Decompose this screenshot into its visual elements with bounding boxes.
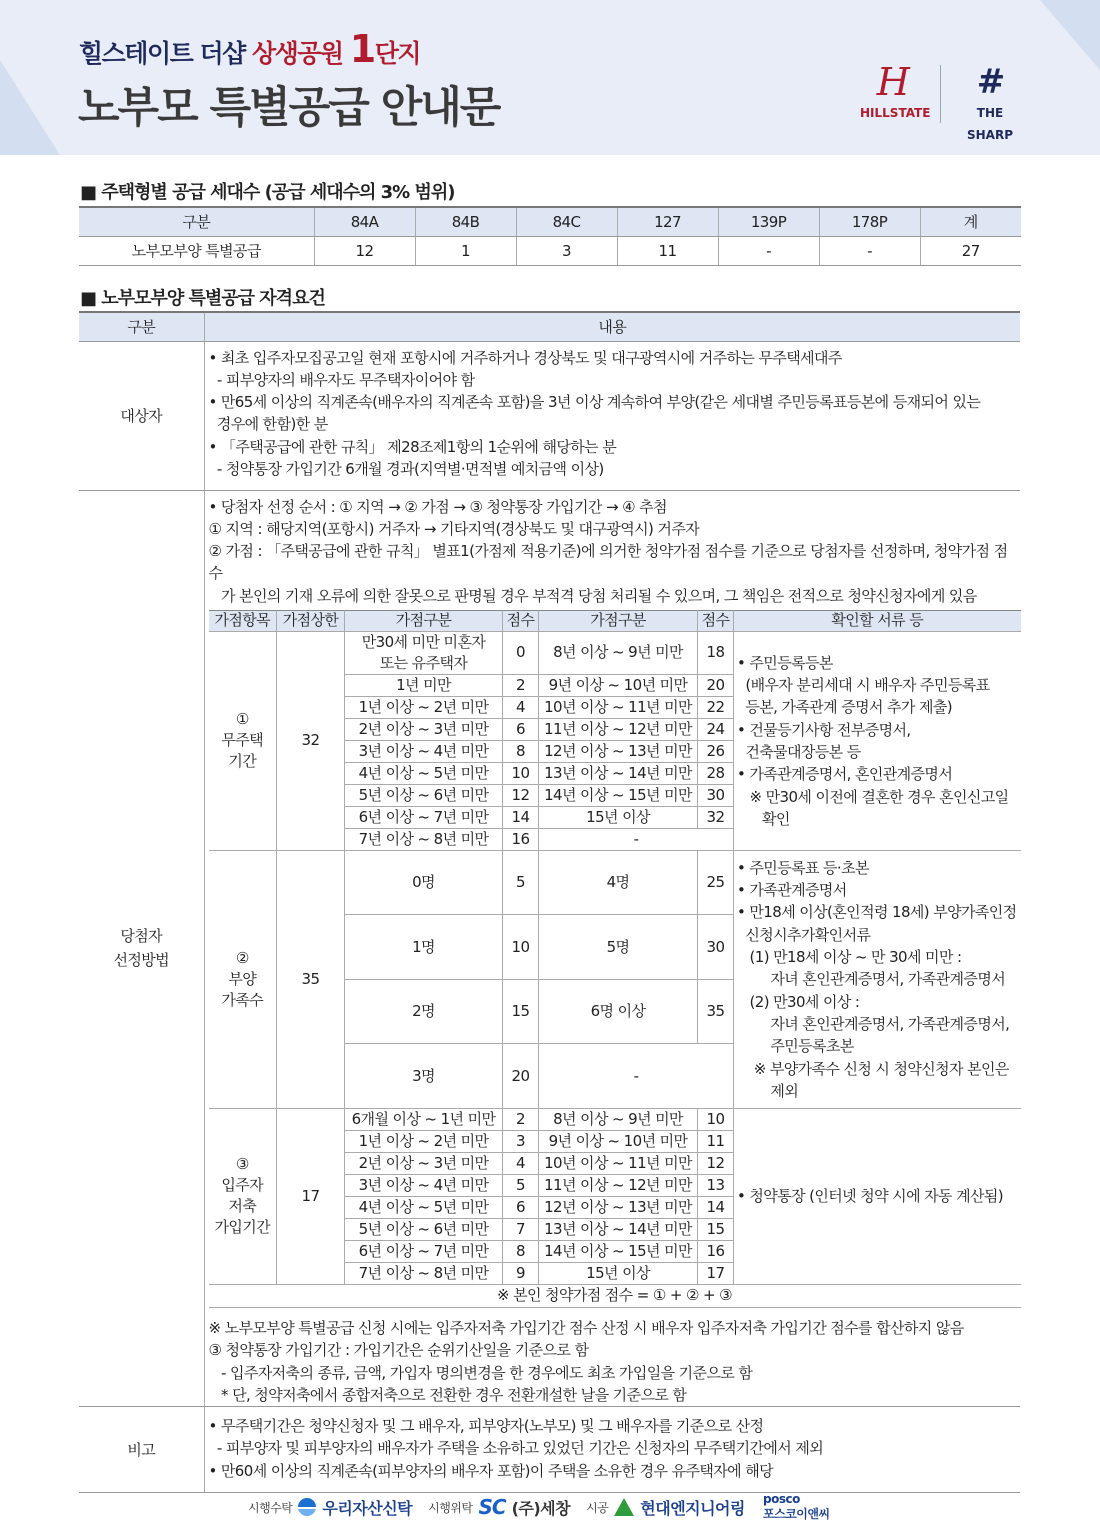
score-points: 12	[698, 1152, 734, 1174]
score-points: 5	[503, 850, 539, 915]
supply-column-header: 84C	[516, 207, 617, 236]
score-category: 9년 이상 ~ 10년 미만	[539, 674, 698, 696]
score-column-header: 확인할 서류 등	[734, 610, 1021, 631]
title-part: 단지	[374, 39, 421, 68]
score-category: 1년 이상 ~ 2년 미만	[345, 1130, 503, 1152]
decorative-triangle	[0, 60, 60, 155]
score-points: 12	[503, 784, 539, 806]
score-category: 10년 이상 ~ 11년 미만	[539, 696, 698, 718]
score-category: 5년 이상 ~ 6년 미만	[345, 784, 503, 806]
score-category: 13년 이상 ~ 14년 미만	[539, 762, 698, 784]
score-row	[209, 850, 1021, 915]
score-points: 8	[503, 740, 539, 762]
score-category: 14년 이상 ~ 15년 미만	[539, 1240, 698, 1262]
score-points: 7	[503, 1218, 539, 1240]
score-row	[209, 631, 1021, 674]
supply-column-header: 139P	[718, 207, 819, 236]
target-label: 대상자	[79, 341, 204, 490]
hyundai-logo-icon	[614, 1498, 634, 1516]
builder-posco: 포스코이앤씨	[762, 1507, 830, 1521]
woori-logo-icon	[298, 1498, 316, 1516]
sc-logo: SC	[478, 1495, 506, 1519]
selection-content	[204, 490, 1020, 1407]
score-points: 16	[698, 1240, 734, 1262]
score-points: 24	[698, 718, 734, 740]
score-max: 17	[277, 1108, 345, 1284]
supply-cell: 11	[617, 236, 718, 265]
delegate-name: (주)세창	[511, 1498, 571, 1518]
score-max: 35	[277, 850, 345, 1108]
target-text: • 최초 입주자모집공고일 현재 포항시에 거주하거나 경상북도 및 대구광역시에 거주하는 무주택세대주 - 피부양자의 배우자도 무주택자이어야 함 • 만65세 이상의 직계존속(배우자의 직계존속 포함)을 3년 이상 계속하여 부양(같은 세대별 주민등록표등본에 등재되어 있는 경우에 한함)한 분 • 「주택공급에 관한 규칙」 제28조제1항의 1순위에 해당하는 분 - 청약통장 가입기간 6개월 경과(지역별·면적별 예치금액 이상)	[208, 348, 981, 478]
score-category: 8년 이상 ~ 9년 미만	[539, 1108, 698, 1130]
score-points: 25	[698, 850, 734, 915]
score-header-row	[209, 610, 1021, 631]
score-points: 10	[698, 1108, 734, 1130]
selection-row	[79, 490, 1020, 1407]
supply-column-header: 계	[920, 207, 1021, 236]
score-category: 2년 이상 ~ 3년 미만	[345, 718, 503, 740]
supply-header-row	[79, 207, 1021, 236]
thesharp-mark: #	[976, 62, 1000, 102]
supply-cell: 12	[314, 236, 415, 265]
score-points: 6	[503, 1196, 539, 1218]
score-category: 15년 이상	[539, 1262, 698, 1284]
supply-data-row	[79, 236, 1021, 265]
hillstate-text: HILLSTATE	[860, 106, 931, 120]
title-part: 상생공원	[251, 39, 350, 68]
score-points: 26	[698, 740, 734, 762]
score-category: 2명	[345, 979, 503, 1044]
score-category: -	[539, 828, 734, 850]
score-category: 3명	[345, 1044, 503, 1109]
score-category: 1년 미만	[345, 674, 503, 696]
required-documents: • 주민등록표 등·초본 • 가족관계증명서 • 만18세 이상(혼인적령 18세) 부양가족인정 신청시추가확인서류 (1) 만18세 이상 ~ 만 30세 미만 : 자녀 혼인관계증명서, 가족관계증명서 (2) 만30세 이상 : 자녀 혼인관계증명서, 가족관계증명서, 주민등록초본 ※ 부양가족수 신청 시 청약신청자 본인은 제외	[734, 850, 1021, 1108]
score-points: 28	[698, 762, 734, 784]
supply-cell: -	[819, 236, 920, 265]
score-column-header: 가점구분	[345, 610, 503, 631]
score-category: 6개월 이상 ~ 1년 미만	[345, 1108, 503, 1130]
remarks-content	[204, 1407, 1020, 1493]
target-content	[204, 341, 1020, 490]
score-points: 9	[503, 1262, 539, 1284]
supply-column-header: 84A	[314, 207, 415, 236]
score-points: 20	[503, 1044, 539, 1109]
score-points: 4	[503, 696, 539, 718]
score-category: 14년 이상 ~ 15년 미만	[539, 784, 698, 806]
score-item: ① 무주택 기간	[209, 631, 277, 850]
score-column-header: 점수	[698, 610, 734, 631]
col-content: 내용	[204, 312, 1020, 341]
selection-notes: ※ 노부모부양 특별공급 신청 시에는 입주자저축 가입기간 점수 산정 시 배우자 입주자저축 가입기간 점수를 합산하지 않음 ③ 청약통장 가입기간 : 가입기간은 순위기산일을 기준으로 함 - 입주자저축의 종류, 금액, 가입자 명의변경을 한 경우에도 최초 가입일을 기준으로 함 * 단, 청약저축에서 종합저축으로 전환한 경우 전환개설한 날을 기준으로 함	[208, 1318, 964, 1404]
logo-divider	[940, 65, 941, 123]
hillstate-mark: H	[876, 60, 910, 104]
score-points: 4	[503, 1152, 539, 1174]
supply-column-header: 178P	[819, 207, 920, 236]
supply-cell: 1	[415, 236, 516, 265]
selection-intro: • 당첨자 선정 순서 : ① 지역 → ② 가점 → ③ 청약통장 가입기간 → ④ 추첨 ① 지역 : 해당지역(포항시) 거주자 → 기타지역(경상북도 및 대구광역시) 거주자 ② 가점 : 「주택공급에 관한 규칙」 별표1(가점제 적용기준)에 의거한 청약가점 점수를 기준으로 당첨자를 선정하며, 청약가점 점수 가 본인의 기재 오류에 의한 잘못으로 판명될 경우 부적격 당첨 처리될 수 있으며, 그 책임은 전적으로 청약신청자에게 있음	[208, 497, 1008, 605]
posco-wordmark: posco	[762, 1492, 800, 1506]
score-category: 12년 이상 ~ 13년 미만	[539, 1196, 698, 1218]
score-column-header: 가점항목	[209, 610, 277, 631]
score-category: 5년 이상 ~ 6년 미만	[345, 1218, 503, 1240]
complex-title	[79, 27, 421, 71]
score-category: 13년 이상 ~ 14년 미만	[539, 1218, 698, 1240]
score-category: 6년 이상 ~ 7년 미만	[345, 806, 503, 828]
score-category: -	[539, 1044, 734, 1109]
score-points: 6	[503, 718, 539, 740]
qualifications-table	[79, 311, 1020, 1493]
posco-logo	[763, 1492, 830, 1522]
score-category: 1명	[345, 915, 503, 980]
score-category: 9년 이상 ~ 10년 미만	[539, 1130, 698, 1152]
score-category: 3년 이상 ~ 4년 미만	[345, 1174, 503, 1196]
score-points: 11	[698, 1130, 734, 1152]
score-points: 20	[698, 674, 734, 696]
score-points: 8	[503, 1240, 539, 1262]
score-points: 2	[503, 1108, 539, 1130]
required-documents: • 청약통장 (인터넷 청약 시에 자동 계산됨)	[734, 1108, 1021, 1284]
score-points: 10	[503, 762, 539, 784]
score-points: 22	[698, 696, 734, 718]
score-category: 0명	[345, 850, 503, 915]
score-category: 4년 이상 ~ 5년 미만	[345, 1196, 503, 1218]
score-category: 6명 이상	[539, 979, 698, 1044]
score-category: 10년 이상 ~ 11년 미만	[539, 1152, 698, 1174]
remarks-text: • 무주택기간은 청약신청자 및 그 배우자, 피부양자(노부모) 및 그 배우자를 기준으로 산정 - 피부양자 및 피부양자의 배우자가 주택을 소유하고 있었던 기간은 신청자의 무주택기간에서 제외 • 만60세 이상의 직계존속(피부양자의 배우자 포함)이 주택을 소유한 경우 유주택자에 해당	[208, 1417, 824, 1480]
page-title: 노부모 특별공급 안내문	[78, 83, 500, 133]
score-column-header: 가점구분	[539, 610, 698, 631]
score-category: 4년 이상 ~ 5년 미만	[345, 762, 503, 784]
score-points: 3	[503, 1130, 539, 1152]
supply-table	[79, 206, 1021, 266]
score-points: 17	[698, 1262, 734, 1284]
thesharp-text: THE SHARP	[966, 106, 1013, 143]
score-points: 30	[698, 784, 734, 806]
title-part: 힐스테이트 더샵	[79, 39, 252, 68]
score-category: 12년 이상 ~ 13년 미만	[539, 740, 698, 762]
thesharp-logo	[952, 62, 1024, 147]
required-documents: • 주민등록등본 (배우자 분리세대 시 배우자 주민등록표 등본, 가족관계 증명서 추가 제출) • 건물등기사항 전부증명서, 건축물대장등본 등 • 가족관계증명서, 혼인관계증명서 ※ 만30세 이전에 결혼한 경우 혼인신고일 확인	[734, 631, 1021, 850]
score-category: 15년 이상	[539, 806, 698, 828]
score-max: 32	[277, 631, 345, 850]
footer-credits	[248, 1492, 830, 1522]
score-category: 7년 이상 ~ 8년 미만	[345, 1262, 503, 1284]
supply-heading: ■ 주택형별 공급 세대수 (공급 세대수의 3% 범위)	[80, 182, 455, 203]
score-total-row	[209, 1284, 1021, 1307]
score-column-header: 점수	[503, 610, 539, 631]
score-item: ③ 입주자 저축 가입기간	[209, 1108, 277, 1284]
supply-cell: 3	[516, 236, 617, 265]
supply-cell: -	[718, 236, 819, 265]
score-item: ② 부양 가족수	[209, 850, 277, 1108]
score-category: 4명	[539, 850, 698, 915]
qualifications-header-row	[79, 312, 1020, 341]
score-points: 2	[503, 674, 539, 696]
score-category: 1년 이상 ~ 2년 미만	[345, 696, 503, 718]
trustee-label: 시행수탁	[248, 1500, 293, 1515]
supply-cell: 27	[920, 236, 1021, 265]
builder-hyundai: 현대엔지니어링	[640, 1498, 745, 1518]
supply-column-header: 84B	[415, 207, 516, 236]
hillstate-logo	[856, 62, 930, 124]
supply-cell: 노부모부양 특별공급	[79, 236, 314, 265]
score-category: 11년 이상 ~ 12년 미만	[539, 718, 698, 740]
header-banner	[0, 0, 1100, 155]
score-category: 11년 이상 ~ 12년 미만	[539, 1174, 698, 1196]
trustee-name: 우리자산신탁	[322, 1498, 413, 1518]
score-points: 18	[698, 631, 734, 674]
qualifications-heading: ■ 노부모부양 특별공급 자격요건	[80, 288, 325, 309]
supply-column-header: 127	[617, 207, 718, 236]
col-label: 구분	[79, 312, 204, 341]
score-points: 10	[503, 915, 539, 980]
score-category: 만30세 미만 미혼자 또는 유주택자	[345, 631, 503, 674]
score-category: 8년 이상 ~ 9년 미만	[539, 631, 698, 674]
builder-label: 시공	[586, 1500, 609, 1515]
score-category: 3년 이상 ~ 4년 미만	[345, 740, 503, 762]
score-points: 32	[698, 806, 734, 828]
score-row	[209, 1108, 1021, 1130]
score-points: 30	[698, 915, 734, 980]
remarks-label: 비고	[79, 1407, 204, 1493]
score-category: 2년 이상 ~ 3년 미만	[345, 1152, 503, 1174]
score-points: 15	[698, 1218, 734, 1240]
selection-label: 당첨자 선정방법	[79, 490, 204, 1407]
score-points: 16	[503, 828, 539, 850]
decorative-triangle	[1040, 0, 1100, 70]
remarks-row	[79, 1407, 1020, 1493]
title-number: 1	[349, 27, 375, 71]
score-table	[209, 610, 1021, 1308]
score-points: 15	[503, 979, 539, 1044]
score-points: 0	[503, 631, 539, 674]
score-category: 7년 이상 ~ 8년 미만	[345, 828, 503, 850]
score-points: 35	[698, 979, 734, 1044]
score-points: 14	[503, 806, 539, 828]
score-category: 6년 이상 ~ 7년 미만	[345, 1240, 503, 1262]
score-category: 5명	[539, 915, 698, 980]
delegate-label: 시행위탁	[428, 1500, 473, 1515]
score-total: ※ 본인 청약가점 점수 = ① + ② + ③	[209, 1284, 1021, 1307]
target-row	[79, 341, 1020, 490]
score-column-header: 가점상한	[277, 610, 345, 631]
supply-column-header: 구분	[79, 207, 314, 236]
score-points: 13	[698, 1174, 734, 1196]
score-points: 5	[503, 1174, 539, 1196]
score-points: 14	[698, 1196, 734, 1218]
